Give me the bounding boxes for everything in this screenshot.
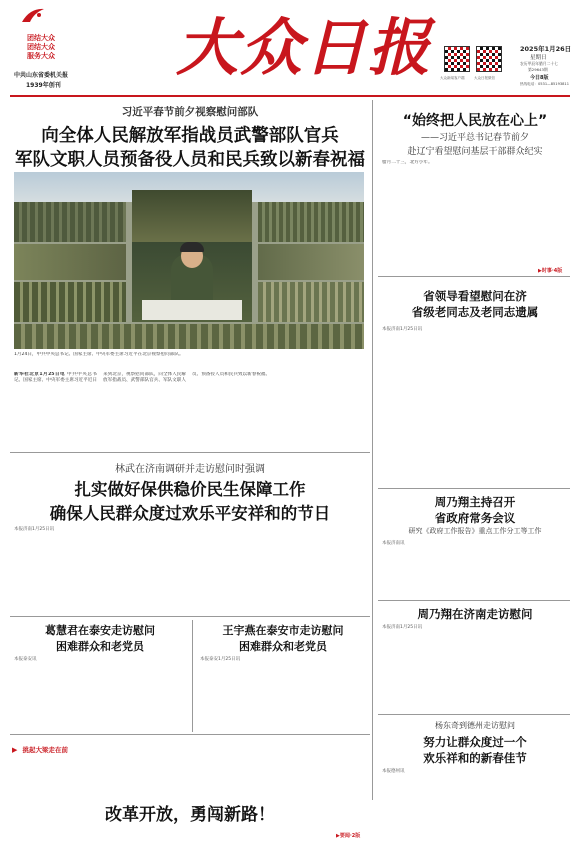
section2-divider (10, 616, 370, 617)
section2-byline: 本报济南1月25日讯 (14, 527, 55, 532)
feature-body (382, 160, 568, 250)
ge-headline-1: 葛慧君在泰安走访慰问 (45, 624, 155, 637)
footer-divider (10, 734, 370, 735)
lead-divider (10, 452, 370, 453)
issue-date: 2025年1月26日 (520, 45, 572, 53)
issue-number: 第29643期 (528, 67, 548, 72)
yang-headline-2: 欢乐祥和的新春佳节 (423, 751, 527, 765)
hotline: 热线电话：0531—85193811 (520, 82, 569, 86)
wang-byline: 本报泰安1月25日讯 (200, 657, 241, 662)
visit-body (382, 334, 568, 484)
qr-code-right (476, 46, 502, 72)
slogan-3: 服务大众 (27, 52, 55, 60)
zhou-visit-divider (378, 714, 570, 715)
zhou-visit-body (382, 632, 568, 712)
feature-see-page[interactable]: ▶时事·4版 (538, 268, 563, 274)
ge-byline: 本报泰安讯 (14, 657, 37, 662)
section2-kicker: 林武在济南调研并走访慰问时强调 (115, 464, 265, 475)
qr-left-caption: 大众新闻客户端 (440, 76, 465, 80)
zhou-meeting-headline-2: 省政府常务会议 (434, 511, 516, 525)
footer-see-page[interactable]: ▶要闻·2版 (336, 833, 361, 839)
ge-headline-2: 困难群众和老党员 (56, 640, 144, 653)
publisher-label: 中共山东省委机关报 (14, 72, 69, 79)
masthead-rule (10, 95, 570, 97)
lead-headline-2: 军队文职人员预备役人员和民兵致以新春祝福 (15, 150, 365, 170)
feature-body-text: 腊月二十三，北方小年。 (382, 160, 433, 165)
yang-body (382, 776, 568, 840)
masthead-title: 大众日报 (176, 11, 433, 84)
issue-lunar: 农历甲辰年腊月二十七 (520, 61, 558, 66)
visit-byline: 本报济南1月25日讯 (382, 327, 423, 332)
qr-code-left (444, 46, 470, 72)
zhou-visit-headline: 周乃翔在济南走访慰问 (417, 607, 533, 621)
yang-byline: 本报德州讯 (382, 769, 405, 774)
bottom-mid-divider (192, 620, 193, 732)
section2-headline-2: 确保人民群众度过欢乐平安祥和的节日 (49, 504, 331, 523)
lead-headline-1: 向全体人民解放军指战员武警部队官兵 (41, 126, 339, 146)
wang-body (200, 664, 368, 730)
zhou-meeting-divider (378, 600, 570, 601)
visit-headline-1: 省领导看望慰问在济 (423, 289, 527, 303)
slogan-2: 团结大众 (27, 43, 55, 51)
section2-body (14, 534, 366, 614)
zhou-meeting-headline-1: 周乃翔主持召开 (434, 495, 516, 509)
visit-headline-2: 省级老同志及老同志遗属 (411, 305, 539, 319)
wang-headline-1: 王宇燕在泰安市走访慰问 (222, 624, 344, 637)
zhou-meeting-byline: 本报济南讯 (382, 541, 405, 546)
slogan-1: 团结大众 (27, 34, 55, 42)
feature-sub-2: 赴辽宁看望慰问基层干部群众纪实 (407, 147, 543, 157)
feature-headline: “始终把人民放在心上” (402, 113, 548, 129)
wang-headline-2: 困难群众和老党员 (239, 640, 327, 653)
lead-body (14, 372, 364, 450)
lead-body-text: 中共中央总书记、国家主席、中央军委主席习近平近日来到北京，视察慰问部队，向全体人民解放军指战员、武警部队官兵、军队文职人员、预备役人员和民兵致以新春祝福。 (14, 372, 271, 384)
founded-label: 1939年创刊 (26, 82, 61, 89)
lead-photo-collage (14, 172, 364, 349)
lead-dateline: 新华社北京1月25日电 (14, 372, 66, 377)
column-tag-label: 挑起大梁走在前 (22, 746, 68, 754)
lead-photo-caption: 1月24日，中共中央总书记、国家主席、中央军委主席习近平在北京视察慰问部队。 (14, 352, 184, 357)
footer-headline: 改革开放，勇闯新路！ (105, 805, 275, 825)
yang-kicker: 杨东奇到德州走访慰问 (435, 721, 515, 730)
issue-pages: 今日8版 (530, 75, 549, 81)
visit-divider (378, 488, 570, 489)
feature-divider (378, 276, 570, 277)
lead-kicker: 习近平春节前夕视察慰问部队 (121, 106, 259, 118)
right-column-divider (372, 100, 373, 800)
zhou-visit-byline: 本报济南1月25日讯 (382, 625, 423, 630)
newspaper-emblem-icon (20, 6, 46, 26)
yang-headline-1: 努力让群众度过一个 (423, 735, 527, 749)
issue-weekday: 星期日 (530, 55, 547, 61)
zhou-meeting-body (382, 548, 568, 598)
section2-headline-1: 扎实做好保供稳价民生保障工作 (74, 480, 306, 499)
column-tag-badge (12, 737, 92, 754)
masthead (0, 0, 580, 94)
feature-sub: ——习近平总书记春节前夕 (420, 133, 529, 143)
qr-right-caption: 大众日报微信 (474, 76, 495, 80)
zhou-meeting-sub: 研究《政府工作报告》重点工作分工等工作 (408, 527, 542, 535)
ge-body (14, 664, 186, 730)
column-tag-icon: ▶ (12, 746, 18, 754)
